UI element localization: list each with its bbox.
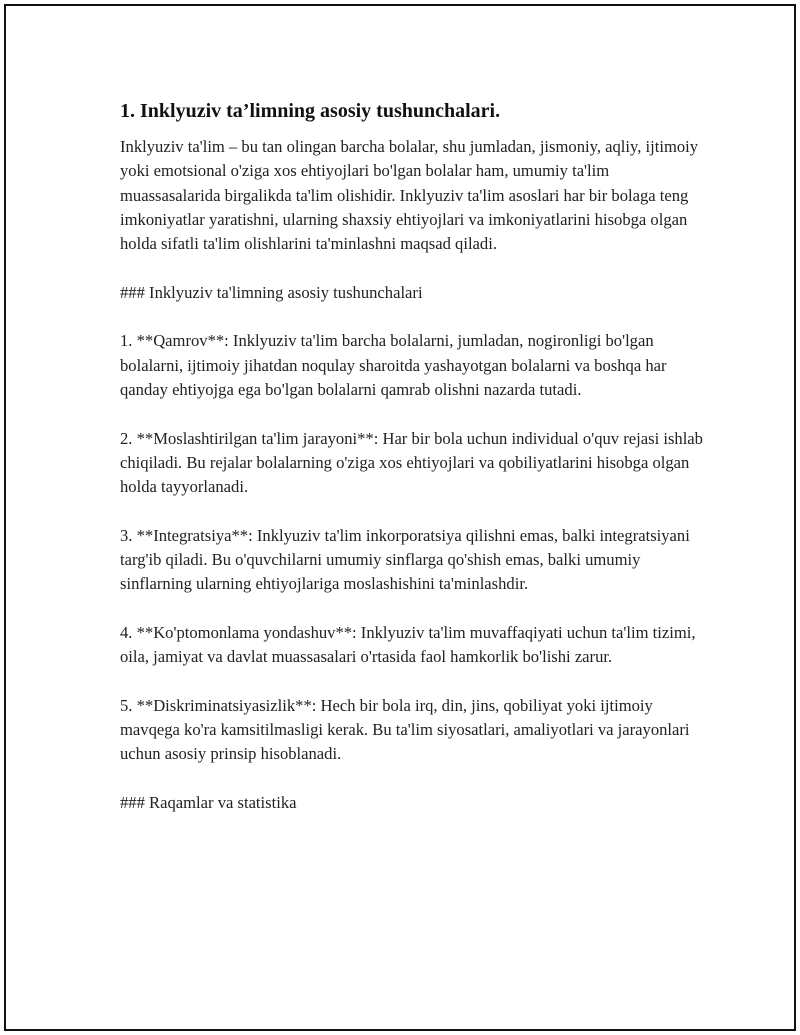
subheading-basic-concepts: ### Inklyuziv ta'limning asosiy tushunchalari	[120, 282, 423, 302]
subheading-statistics: ### Raqamlar va statistika	[120, 793, 297, 813]
list-item-koptomonlama: 4. **Ko'ptomonlama yondashuv**: Inklyuziv ta'lim muvaffaqiyati uchun ta'lim tizimi, oila, jamiyat va davlat muassasalari o'rtasida faol hamkorlik bo'lishi zarur.	[120, 622, 696, 667]
list-item-moslashtirilgan: 2. **Moslashtirilgan ta'lim jarayoni**: Har bir bola uchun individual o'quv rejasi ishlab chiqiladi. Bu rejalar bolalarning o'ziga xos ehtiyojlari va qobiliyatlarini hisobga olgan holda tayyorlanadi.	[120, 428, 703, 497]
list-item-qamrov: 1. **Qamrov**: Inklyuziv ta'lim barcha bolalarni, jumladan, nogironligi bo'lgan bolalarni, ijtimoiy jihatdan noqulay sharoitda yashayotgan bolalarni va boshqa har qanday ehtiyojga ega bo'lgan bolalarni qamrab olishni nazarda tutadi.	[120, 331, 667, 399]
section-heading: 1. Inklyuziv ta’limning asosiy tushunchalari.	[120, 100, 501, 122]
document-body	[120, 98, 710, 840]
intro-paragraph: Inklyuziv ta'lim – bu tan olingan barcha bolalar, shu jumladan, jismoniy, aqliy, ijtimoiy yoki emotsional o'ziga xos ehtiyojlari bo'lgan bolalar ham, umumiy ta'lim muassasalarida birgalikda ta'lim olishidir. Inklyuziv ta'lim asoslari har bir bolaga teng imkoniyatlar yaratishni, ularning shaxsiy ehtiyojlari va imkoniyatlarini hisobga olgan holda sifatli ta'lim olishlarini ta'minlashni maqsad qiladi.	[120, 137, 699, 254]
list-item-integratsiya: 3. **Integratsiya**: Inklyuziv ta'lim inkorporatsiya qilishni emas, balki integratsiyani targ'ib qiladi. Bu o'quvchilarni umumiy sinflarga qo'shish emas, balki umumiy sinflarning ularning ehtiyojlariga moslashishini ta'minlashdir.	[120, 525, 690, 594]
list-item-diskriminatsiyasizlik: 5. **Diskriminatsiyasizlik**: Hech bir bola irq, din, jins, qobiliyat yoki ijtimoiy mavqega ko'ra kamsitilmasligi kerak. Bu ta'lim siyosatlari, amaliyotlari va jarayonlari uchun asosiy prinsip hisoblanadi.	[120, 695, 690, 764]
page-frame	[4, 4, 796, 1031]
